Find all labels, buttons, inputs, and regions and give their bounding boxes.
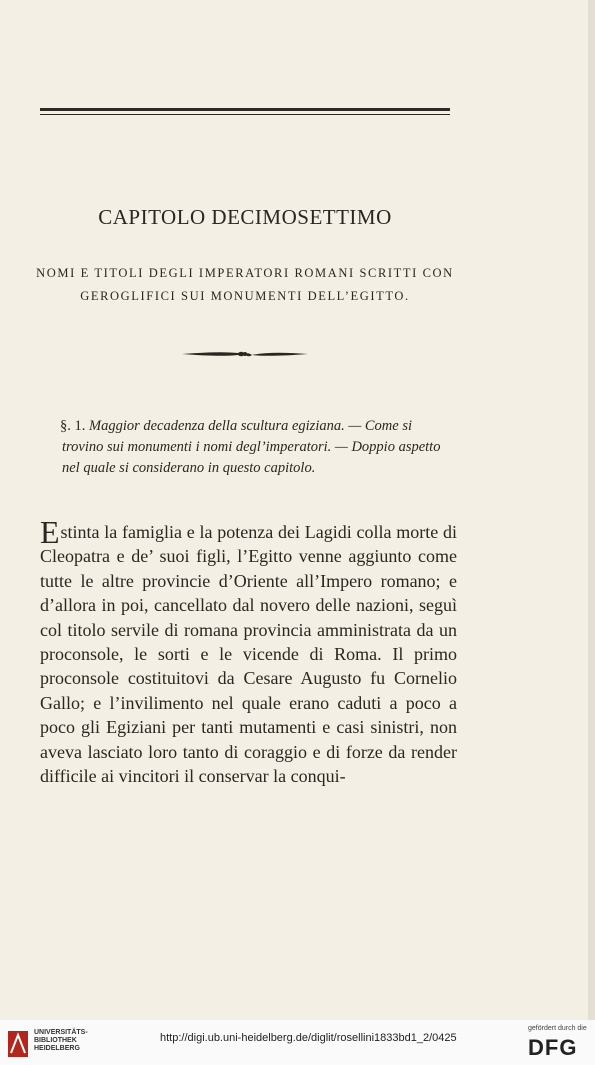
header-rule-thick — [40, 108, 450, 111]
subtitle-line-2: GEROGLIFICI SUI MONUMENTI DELL’EGITTO. — [80, 289, 410, 303]
ornament-divider-icon — [180, 348, 310, 360]
page-edge — [588, 0, 595, 1020]
section-summary-text: Maggior decadenza della scultura egiziana. — Come si trovino sui monumenti i nomi degl’imperatori. — Doppio aspetto nel quale si considerano in questo capitolo. — [62, 418, 441, 476]
body-paragraph — [40, 514, 457, 788]
source-url-link[interactable]: http://digi.ub.uni-heidelberg.de/diglit/rosellini1833bd1_2/0425 — [160, 1032, 457, 1044]
section-summary — [62, 416, 456, 479]
body-text: stinta la famiglia e la potenza dei Lagidi colla morte di Cleopatra e de’ suoi figli, l’Egitto venne aggiunto come tutte le altre provincie d’Oriente all’Impero romano; e d’allora in poi, cancellato dal novero delle nazioni, seguì col titolo servile di romana provincia amministrata da un proconsole, le sorti e le vicende di Roma. Il primo proconsole costituitovi da Cesare Augusto fu Cornelio Gallo; e l’invilimento nel quale erano caduti a poco a poco gli Egiziani per tanti mutamenti e casi sinistri, non aveva lasciato loro tanto di coraggio e di forze da render difficile ai vincitori il conservar la conqui- — [40, 522, 457, 787]
section-number: §. 1. — [60, 418, 86, 434]
library-name: UNIVERSITÄTS- BIBLIOTHEK HEIDELBERG — [34, 1029, 88, 1052]
dfg-logo: DFG — [528, 1035, 578, 1060]
library-logo-icon — [6, 1027, 30, 1059]
drop-cap: E — [40, 514, 60, 550]
header-rule-thin — [40, 114, 450, 115]
chapter-title: CAPITOLO DECIMOSETTIMO — [98, 205, 392, 229]
funding-note: gefördert durch die — [528, 1025, 587, 1032]
chapter-subtitle — [35, 262, 455, 308]
subtitle-line-1: NOMI E TITOLI DEGLI IMPERATORI ROMANI SCRITTI CON — [36, 266, 454, 280]
